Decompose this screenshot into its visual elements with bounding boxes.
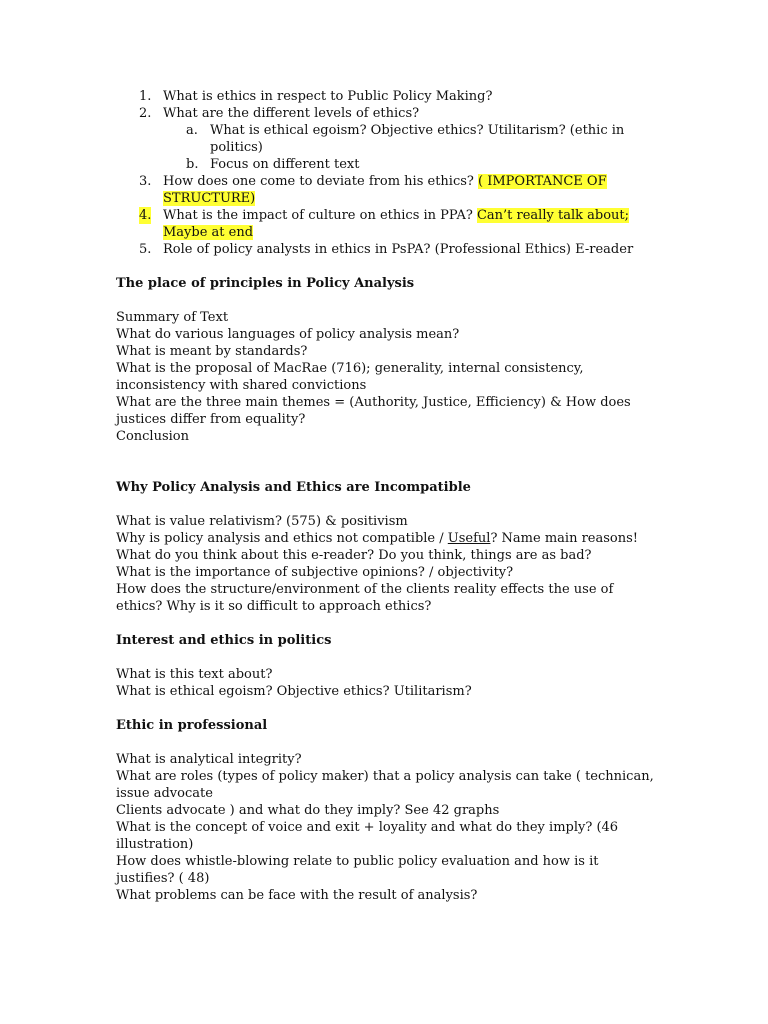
sub-list-item-text: Focus on different text xyxy=(210,157,360,172)
text-line: Summary of Text xyxy=(116,310,229,325)
list-marker: 5. xyxy=(139,242,152,257)
text-segment: Why is policy analysis and ethics not compatible / xyxy=(116,531,448,546)
list-item-text: What is the impact of culture on ethics in PPA? xyxy=(163,208,477,223)
list-item xyxy=(116,207,656,241)
list-marker: 3. xyxy=(139,174,152,189)
list-item-text: What is ethics in respect to Public Policy Making? xyxy=(163,89,493,104)
text-line: What do you think about this e-reader? Do you think, things are as bad? xyxy=(116,548,592,563)
sub-list-marker: a. xyxy=(186,123,198,138)
section-heading: The place of principles in Policy Analysis xyxy=(116,276,415,291)
section-heading: Ethic in professional xyxy=(116,718,268,733)
text-line: What are the three main themes = (Authority, Justice, Efficiency) & How does justices differ from equality? xyxy=(116,395,631,427)
sub-list xyxy=(163,122,656,173)
text-line xyxy=(116,530,656,547)
list-item xyxy=(116,241,656,258)
text-line: What is ethical egoism? Objective ethics? Utilitarism? xyxy=(116,684,472,699)
document-body xyxy=(116,88,656,904)
text-line: Conclusion xyxy=(116,429,189,444)
list-item xyxy=(116,88,656,105)
sub-list-item-text: What is ethical egoism? Objective ethics? Utilitarism? (ethic in politics) xyxy=(210,123,625,155)
text-line: What is analytical integrity? xyxy=(116,752,302,767)
text-line: How does whistle-blowing relate to public policy evaluation and how is it justifies? ( 48) xyxy=(116,854,599,886)
section-heading: Interest and ethics in politics xyxy=(116,633,332,648)
list-marker: 1. xyxy=(139,89,152,104)
text-line: What is this text about? xyxy=(116,667,273,682)
text-line: What is value relativism? (575) & positivism xyxy=(116,514,408,529)
text-line: Clients advocate ) and what do they imply? See 42 graphs xyxy=(116,803,500,818)
underlined-word: Useful xyxy=(447,531,491,546)
section-heading: Why Policy Analysis and Ethics are Incompatible xyxy=(116,480,471,495)
sub-list-item xyxy=(163,122,656,156)
text-line: What is meant by standards? xyxy=(116,344,308,359)
text-line: How does the structure/environment of the clients reality effects the use of ethics? Why is it so difficult to approach ethics? xyxy=(116,582,614,614)
text-segment: ? Name main reasons! xyxy=(490,531,638,546)
text-line: What do various languages of policy analysis mean? xyxy=(116,327,460,342)
list-item-text: How does one come to deviate from his ethics? xyxy=(163,174,479,189)
list-item-text: What are the different levels of ethics? xyxy=(163,106,420,121)
list-item-text: Role of policy analysts in ethics in PsPA? (Professional Ethics) E-reader xyxy=(163,242,634,257)
question-list xyxy=(116,88,656,258)
list-item xyxy=(116,105,656,173)
text-line: What is the importance of subjective opinions? / objectivity? xyxy=(116,565,514,580)
highlighted-note: ( IMPORTANCE OF STRUCTURE) xyxy=(163,174,607,206)
sub-list-item xyxy=(163,156,656,173)
text-line: What is the concept of voice and exit + loyality and what do they imply? (46 illustration) xyxy=(116,820,619,852)
list-item xyxy=(116,173,656,207)
list-marker: 4. xyxy=(139,208,152,223)
highlighted-note: Can’t really talk about; Maybe at end xyxy=(163,208,629,240)
text-line: What is the proposal of MacRae (716); generality, internal consistency, inconsistency with shared convictions xyxy=(116,361,584,393)
text-line: What problems can be face with the result of analysis? xyxy=(116,888,478,903)
sub-list-marker: b. xyxy=(186,157,199,172)
text-line: What are roles (types of policy maker) that a policy analysis can take ( technican, issue advocate xyxy=(116,769,654,801)
list-marker: 2. xyxy=(139,106,152,121)
